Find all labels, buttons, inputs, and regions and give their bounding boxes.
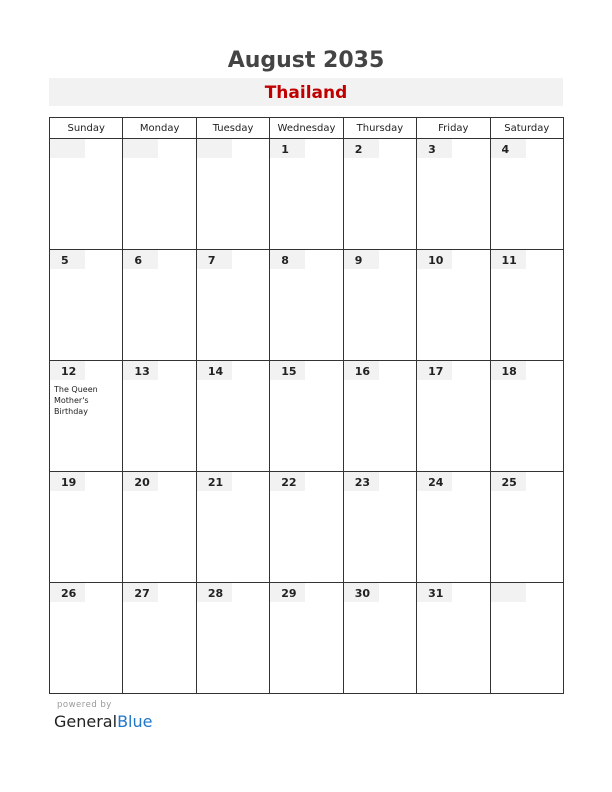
weekday-thursday: Thursday [343,118,416,139]
day-cell [123,250,196,361]
day-cell [417,583,490,694]
calendar-grid [49,117,564,694]
day-cell [196,472,269,583]
day-cell [196,139,269,250]
day-cell [343,472,416,583]
day-number: 13 [123,361,158,380]
day-cell [490,250,563,361]
week-row-3 [50,361,564,472]
day-cell [343,361,416,472]
day-number: 18 [491,361,526,380]
day-cell [417,361,490,472]
day-cell [123,472,196,583]
day-number: 17 [417,361,452,380]
day-cell [50,583,123,694]
weekday-monday: Monday [123,118,196,139]
weekday-saturday: Saturday [490,118,563,139]
day-number: 2 [344,139,379,158]
day-number: 5 [50,250,85,269]
day-cell [50,139,123,250]
day-number: 1 [270,139,305,158]
day-number: 12 [50,361,85,380]
weekday-tuesday: Tuesday [196,118,269,139]
week-row-5 [50,583,564,694]
day-cell [490,583,563,694]
day-cell [196,583,269,694]
day-number: 16 [344,361,379,380]
logo-blue-text: Blue [117,712,153,731]
weekday-sunday: Sunday [50,118,123,139]
day-cell [490,472,563,583]
day-number [197,139,232,158]
holiday-label: The Queen Mother's Birthday [54,385,98,416]
day-cell [417,472,490,583]
day-number: 15 [270,361,305,380]
day-number: 31 [417,583,452,602]
day-number [50,139,85,158]
day-number [491,583,526,602]
day-number: 21 [197,472,232,491]
day-cell [270,583,343,694]
day-cell [490,139,563,250]
day-cell [196,361,269,472]
day-number: 3 [417,139,452,158]
day-cell [270,361,343,472]
day-number: 22 [270,472,305,491]
day-number: 30 [344,583,379,602]
day-cell [123,361,196,472]
day-number: 11 [491,250,526,269]
day-number: 28 [197,583,232,602]
day-number: 6 [123,250,158,269]
weekday-friday: Friday [417,118,490,139]
day-cell [123,583,196,694]
day-number: 19 [50,472,85,491]
day-cell [270,139,343,250]
day-number [123,139,158,158]
day-cell [343,250,416,361]
day-number: 14 [197,361,232,380]
day-cell [50,361,123,472]
country-name: Thailand [264,83,348,103]
logo-general-text: General [54,712,118,731]
day-cell [417,250,490,361]
country-banner [49,78,563,106]
day-cell [50,250,123,361]
page-title: August 2035 [227,48,385,73]
week-row-2 [50,250,564,361]
day-number: 4 [491,139,526,158]
generalblue-logo[interactable] [54,712,152,731]
day-number: 27 [123,583,158,602]
day-cell [417,139,490,250]
day-number: 29 [270,583,305,602]
day-number: 25 [491,472,526,491]
weekday-header-row [50,118,564,139]
day-number: 10 [417,250,452,269]
day-cell [343,583,416,694]
day-cell [123,139,196,250]
week-row-1 [50,139,564,250]
day-cell [50,472,123,583]
day-cell [270,250,343,361]
day-number: 23 [344,472,379,491]
day-number: 7 [197,250,232,269]
day-number: 8 [270,250,305,269]
powered-by-label: powered by [57,700,112,710]
day-cell [343,139,416,250]
week-row-4 [50,472,564,583]
day-number: 20 [123,472,158,491]
day-number: 24 [417,472,452,491]
day-cell [490,361,563,472]
day-cell [270,472,343,583]
weekday-wednesday: Wednesday [270,118,343,139]
day-number: 26 [50,583,85,602]
day-cell [196,250,269,361]
day-number: 9 [344,250,379,269]
